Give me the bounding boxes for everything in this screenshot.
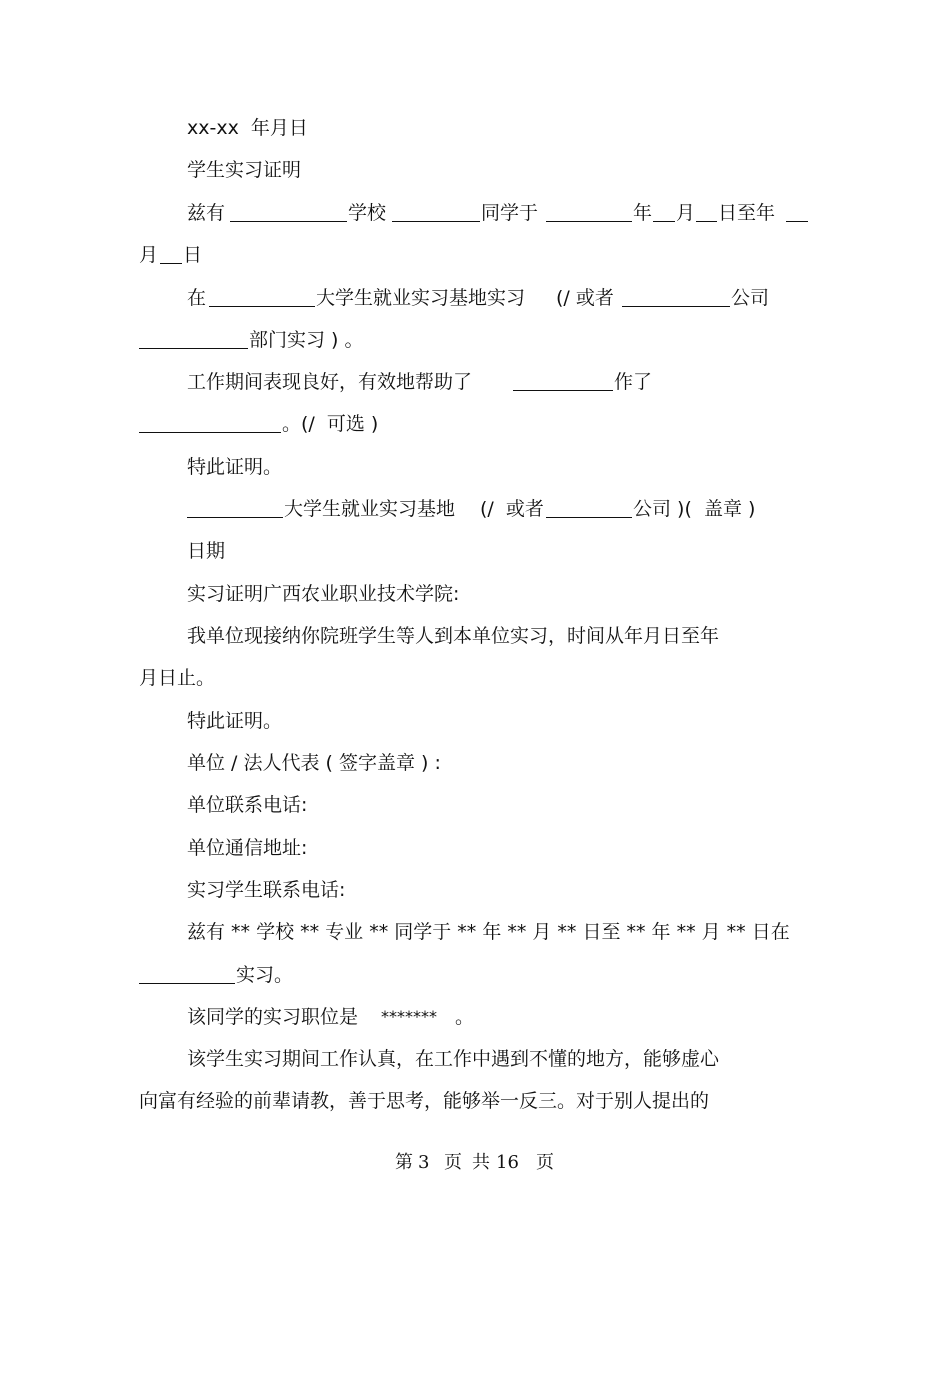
- cert2-closing: [0, 706, 950, 736]
- cert-line-8: [0, 494, 950, 524]
- date-line-text: xx-xx 年月日: [187, 117, 308, 139]
- cert3-para-line-2: [0, 960, 950, 990]
- text-month-2: 月: [139, 244, 159, 266]
- blank-day: [696, 221, 717, 222]
- certificate-title: [0, 155, 950, 185]
- cert2-rep: [0, 748, 950, 778]
- cert-date: [0, 536, 950, 566]
- cert2-para-text-2: 月日止。: [139, 667, 216, 689]
- text-student-at: 同学于: [481, 202, 539, 224]
- date-label: 日期: [187, 540, 226, 562]
- position-value: *******: [381, 1007, 437, 1026]
- footer-ye-2: 页: [536, 1152, 554, 1173]
- blank-month: [653, 221, 675, 222]
- cert3-para2-line-2: [0, 1086, 950, 1116]
- text-or-2: (/ 或者: [480, 498, 544, 520]
- text-company-seal: 公司 )( 盖章 ): [633, 498, 756, 520]
- date-line: [0, 113, 950, 143]
- cert-line-4: [0, 325, 950, 355]
- text-performance: 工作期间表现良好，有效地帮助了: [187, 371, 473, 393]
- blank-work: [139, 432, 281, 433]
- cert3-para2-line-1: [0, 1044, 950, 1074]
- closing-text: 特此证明。: [187, 456, 283, 478]
- cert3-position: [0, 1002, 950, 1032]
- blank-internship-place: [139, 983, 235, 984]
- blank-end-year: [786, 221, 808, 222]
- footer-page-number: 3: [418, 1152, 430, 1173]
- phone-label: 单位联系电话:: [187, 794, 308, 816]
- footer-gong: 共: [472, 1152, 490, 1173]
- cert2-heading-text: 实习证明广西农业职业技术学院:: [187, 583, 460, 605]
- footer-total-pages: 16: [496, 1152, 519, 1173]
- cert3-para-line-1: [0, 917, 950, 947]
- cert2-heading: [0, 579, 950, 609]
- cert2-phone: [0, 790, 950, 820]
- footer-di: 第: [395, 1152, 413, 1173]
- cert3-para2-text-1: 该学生实习期间工作认真，在工作中遇到不懂的地方，能够虚心: [187, 1048, 720, 1070]
- certificate-title-text: 学生实习证明: [187, 159, 302, 181]
- blank-school: [230, 221, 347, 222]
- text-did: 作了: [614, 371, 653, 393]
- text-or: (/ 或者: [556, 287, 614, 309]
- cert2-para-text-1: 我单位现接纳你院班学生等人到本单位实习，时间从年月日至年: [187, 625, 720, 647]
- cert2-address: [0, 833, 950, 863]
- blank-company-2: [546, 517, 632, 518]
- cert2-student-phone: [0, 875, 950, 905]
- cert-line-6: [0, 409, 950, 439]
- cert-line-3: [0, 283, 950, 313]
- blank-year: [546, 221, 632, 222]
- cert3-para2-text-2: 向富有经验的前辈请教，善于思考，能够举一反三。对于别人提出的: [139, 1090, 710, 1112]
- blank-end-day: [160, 263, 182, 264]
- student-phone-label: 实习学生联系电话:: [187, 879, 346, 901]
- position-end: 。: [455, 1006, 475, 1028]
- text-internship-base: 大学生就业实习基地实习: [316, 287, 526, 309]
- blank-base-name: [187, 517, 283, 518]
- blank-company: [622, 306, 730, 307]
- position-label: 该同学的实习职位是: [187, 1006, 359, 1028]
- text-month: 月: [676, 202, 696, 224]
- text-department: 部门实习 ) 。: [249, 329, 364, 351]
- text-base: 大学生就业实习基地: [284, 498, 456, 520]
- cert3-para-text-2: 实习。: [236, 964, 294, 986]
- cert2-para-line-1: [0, 621, 950, 651]
- cert-line-1: [0, 198, 950, 228]
- address-label: 单位通信地址:: [187, 837, 308, 859]
- cert-closing: [0, 452, 950, 482]
- text-year: 年: [633, 202, 653, 224]
- blank-department: [139, 348, 248, 349]
- text-company: 公司: [731, 287, 770, 309]
- blank-helped: [513, 390, 613, 391]
- text-school: 学校: [348, 202, 387, 224]
- page-footer: [0, 1148, 950, 1178]
- footer-ye: 页: [444, 1152, 462, 1173]
- blank-student: [392, 221, 480, 222]
- rep-label: 单位 / 法人代表 ( 签字盖章 ) :: [187, 752, 441, 774]
- text-zai: 在: [187, 287, 207, 309]
- cert-line-2: [0, 240, 950, 270]
- blank-university: [209, 306, 315, 307]
- cert2-para-line-2: [0, 663, 950, 693]
- cert3-para-text-1: 兹有 ** 学校 ** 专业 ** 同学于 ** 年 ** 月 ** 日至 ** 年 ** 月 ** 日在: [187, 921, 790, 943]
- text-optional: 。(/ 可选 ): [282, 413, 379, 435]
- cert-line-5: [0, 367, 950, 397]
- text-day-2: 日: [183, 244, 203, 266]
- text-zi-you: 兹有: [187, 202, 226, 224]
- text-day-to-year: 日至年: [718, 202, 776, 224]
- cert2-closing-text: 特此证明。: [187, 710, 283, 732]
